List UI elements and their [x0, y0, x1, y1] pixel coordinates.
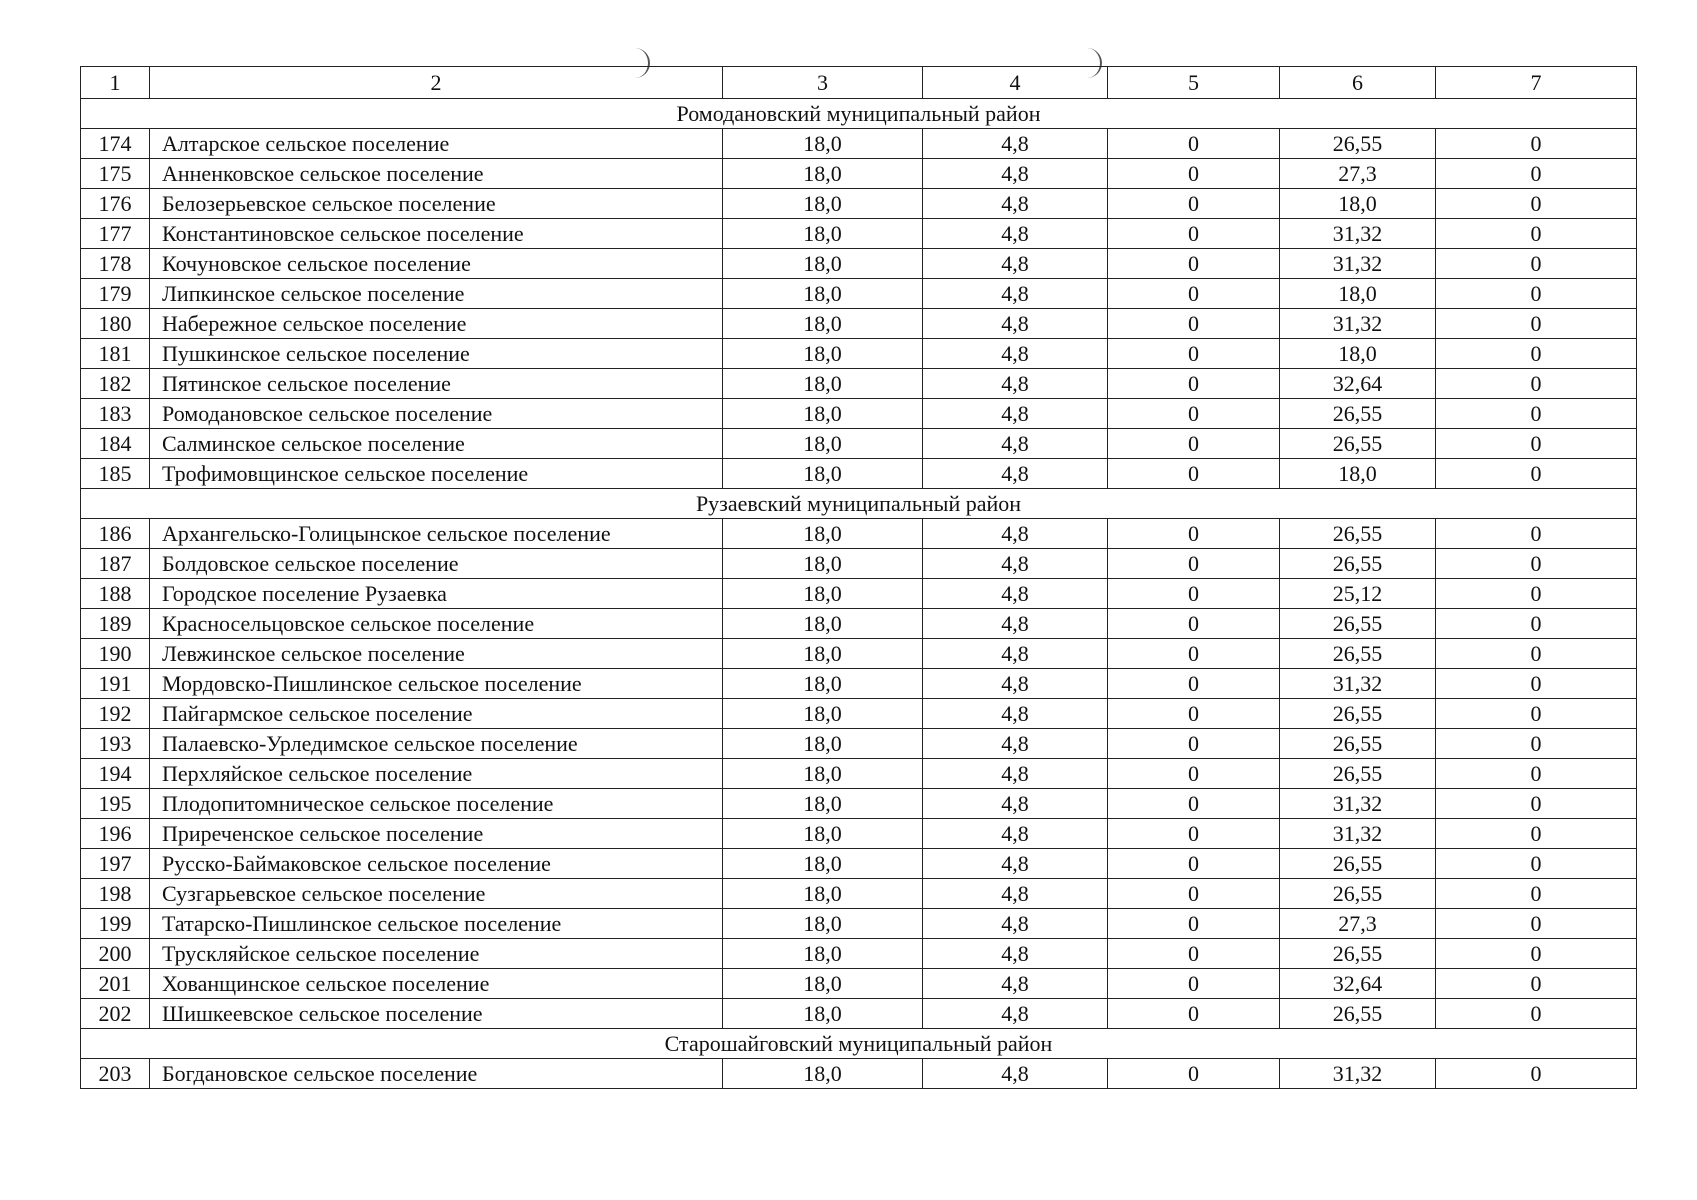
table-row: [81, 249, 1637, 279]
table-row: [81, 879, 1637, 909]
col-7-value: 0: [1436, 579, 1637, 609]
col-6-value: 26,55: [1280, 729, 1436, 759]
row-number: 177: [81, 219, 150, 249]
col-3-value: 18,0: [723, 369, 923, 399]
table-row: [81, 609, 1637, 639]
col-5-value: 0: [1108, 579, 1280, 609]
col-6-value: 26,55: [1280, 129, 1436, 159]
col-4-value: 4,8: [923, 369, 1108, 399]
col-3-value: 18,0: [723, 339, 923, 369]
col-6-value: 27,3: [1280, 159, 1436, 189]
col-6-value: 18,0: [1280, 189, 1436, 219]
col-6-value: 18,0: [1280, 279, 1436, 309]
col-4-value: 4,8: [923, 429, 1108, 459]
col-6-value: 31,32: [1280, 789, 1436, 819]
col-3-value: 18,0: [723, 399, 923, 429]
col-4-value: 4,8: [923, 1059, 1108, 1089]
col-5-value: 0: [1108, 609, 1280, 639]
settlement-name: Кочуновское сельское поселение: [150, 249, 723, 279]
col-7-value: 0: [1436, 159, 1637, 189]
table-row: [81, 939, 1637, 969]
col-6-value: 26,55: [1280, 849, 1436, 879]
settlement-name: Алтарское сельское поселение: [150, 129, 723, 159]
table-row: [81, 399, 1637, 429]
col-7-value: 0: [1436, 219, 1637, 249]
table-body: [81, 67, 1637, 1089]
settlement-name: Мордовско-Пишлинское сельское поселение: [150, 669, 723, 699]
row-number: 192: [81, 699, 150, 729]
settlement-name: Русско-Баймаковское сельское поселение: [150, 849, 723, 879]
col-3-value: 18,0: [723, 819, 923, 849]
col-7-value: 0: [1436, 459, 1637, 489]
col-6-value: 26,55: [1280, 519, 1436, 549]
settlement-name: Пайгармское сельское поселение: [150, 699, 723, 729]
col-7-value: 0: [1436, 789, 1637, 819]
col-5-value: 0: [1108, 819, 1280, 849]
col-3-value: 18,0: [723, 639, 923, 669]
settlement-name: Плодопитомническое сельское поселение: [150, 789, 723, 819]
col-4-value: 4,8: [923, 699, 1108, 729]
row-number: 189: [81, 609, 150, 639]
col-5-value: 0: [1108, 189, 1280, 219]
row-number: 190: [81, 639, 150, 669]
settlement-name: Перхляйское сельское поселение: [150, 759, 723, 789]
table-row: [81, 639, 1637, 669]
col-5-value: 0: [1108, 279, 1280, 309]
col-3-value: 18,0: [723, 549, 923, 579]
col-3-value: 18,0: [723, 579, 923, 609]
col-6-value: 18,0: [1280, 459, 1436, 489]
settlement-name: Салминское сельское поселение: [150, 429, 723, 459]
col-6-value: 26,55: [1280, 759, 1436, 789]
col-6-value: 31,32: [1280, 249, 1436, 279]
settlement-name: Трускляйское сельское поселение: [150, 939, 723, 969]
table-row: [81, 369, 1637, 399]
col-3-value: 18,0: [723, 849, 923, 879]
col-7-value: 0: [1436, 309, 1637, 339]
col-4-value: 4,8: [923, 279, 1108, 309]
col-7-value: 0: [1436, 249, 1637, 279]
table-row: [81, 999, 1637, 1029]
header-cell-7: 7: [1436, 67, 1637, 99]
col-7-value: 0: [1436, 909, 1637, 939]
col-4-value: 4,8: [923, 879, 1108, 909]
col-7-value: 0: [1436, 939, 1637, 969]
settlement-name: Городское поселение Рузаевка: [150, 579, 723, 609]
col-4-value: 4,8: [923, 759, 1108, 789]
col-5-value: 0: [1108, 939, 1280, 969]
col-5-value: 0: [1108, 639, 1280, 669]
col-5-value: 0: [1108, 759, 1280, 789]
col-6-value: 26,55: [1280, 429, 1436, 459]
row-number: 182: [81, 369, 150, 399]
col-7-value: 0: [1436, 819, 1637, 849]
col-7-value: 0: [1436, 969, 1637, 999]
col-4-value: 4,8: [923, 219, 1108, 249]
col-3-value: 18,0: [723, 789, 923, 819]
col-5-value: 0: [1108, 369, 1280, 399]
col-6-value: 32,64: [1280, 969, 1436, 999]
col-6-value: 31,32: [1280, 1059, 1436, 1089]
col-6-value: 31,32: [1280, 309, 1436, 339]
section-row: [81, 1029, 1637, 1059]
col-4-value: 4,8: [923, 129, 1108, 159]
col-7-value: 0: [1436, 519, 1637, 549]
col-4-value: 4,8: [923, 309, 1108, 339]
table-row: [81, 129, 1637, 159]
row-number: 181: [81, 339, 150, 369]
col-6-value: 31,32: [1280, 819, 1436, 849]
col-7-value: 0: [1436, 1059, 1637, 1089]
row-number: 200: [81, 939, 150, 969]
col-3-value: 18,0: [723, 219, 923, 249]
col-4-value: 4,8: [923, 579, 1108, 609]
col-5-value: 0: [1108, 669, 1280, 699]
col-4-value: 4,8: [923, 909, 1108, 939]
table-row: [81, 849, 1637, 879]
row-number: 188: [81, 579, 150, 609]
row-number: 198: [81, 879, 150, 909]
col-5-value: 0: [1108, 879, 1280, 909]
settlement-name: Архангельско-Голицынское сельское поселение: [150, 519, 723, 549]
table-row: [81, 549, 1637, 579]
header-cell-1: 1: [81, 67, 150, 99]
settlement-name: Шишкеевское сельское поселение: [150, 999, 723, 1029]
table-row: [81, 189, 1637, 219]
col-4-value: 4,8: [923, 999, 1108, 1029]
row-number: 191: [81, 669, 150, 699]
table-row: [81, 1059, 1637, 1089]
col-7-value: 0: [1436, 699, 1637, 729]
row-number: 197: [81, 849, 150, 879]
col-7-value: 0: [1436, 549, 1637, 579]
col-4-value: 4,8: [923, 849, 1108, 879]
row-number: 195: [81, 789, 150, 819]
col-7-value: 0: [1436, 669, 1637, 699]
col-5-value: 0: [1108, 789, 1280, 819]
col-4-value: 4,8: [923, 819, 1108, 849]
col-3-value: 18,0: [723, 459, 923, 489]
district-title: Старошайговский муниципальный район: [81, 1029, 1637, 1059]
col-4-value: 4,8: [923, 639, 1108, 669]
table-row: [81, 699, 1637, 729]
table-row: [81, 459, 1637, 489]
col-3-value: 18,0: [723, 729, 923, 759]
col-7-value: 0: [1436, 129, 1637, 159]
col-5-value: 0: [1108, 729, 1280, 759]
table-row: [81, 759, 1637, 789]
col-6-value: 26,55: [1280, 609, 1436, 639]
table-row: [81, 579, 1637, 609]
col-5-value: 0: [1108, 1059, 1280, 1089]
district-title: Рузаевский муниципальный район: [81, 489, 1637, 519]
col-7-value: 0: [1436, 729, 1637, 759]
table-row: [81, 339, 1637, 369]
col-3-value: 18,0: [723, 999, 923, 1029]
table-row: [81, 909, 1637, 939]
row-number: 176: [81, 189, 150, 219]
row-number: 178: [81, 249, 150, 279]
col-7-value: 0: [1436, 759, 1637, 789]
row-number: 180: [81, 309, 150, 339]
col-3-value: 18,0: [723, 249, 923, 279]
settlement-name: Левжинское сельское поселение: [150, 639, 723, 669]
table-row: [81, 429, 1637, 459]
col-7-value: 0: [1436, 399, 1637, 429]
col-4-value: 4,8: [923, 249, 1108, 279]
col-6-value: 32,64: [1280, 369, 1436, 399]
row-number: 203: [81, 1059, 150, 1089]
col-5-value: 0: [1108, 549, 1280, 579]
col-5-value: 0: [1108, 969, 1280, 999]
col-4-value: 4,8: [923, 519, 1108, 549]
row-number: 174: [81, 129, 150, 159]
table-row: [81, 789, 1637, 819]
col-6-value: 26,55: [1280, 999, 1436, 1029]
table-row: [81, 309, 1637, 339]
col-6-value: 31,32: [1280, 669, 1436, 699]
col-3-value: 18,0: [723, 609, 923, 639]
row-number: 185: [81, 459, 150, 489]
col-6-value: 18,0: [1280, 339, 1436, 369]
row-number: 199: [81, 909, 150, 939]
col-5-value: 0: [1108, 849, 1280, 879]
header-cell-3: 3: [723, 67, 923, 99]
table-row: [81, 219, 1637, 249]
col-3-value: 18,0: [723, 309, 923, 339]
col-7-value: 0: [1436, 849, 1637, 879]
row-number: 179: [81, 279, 150, 309]
table-row: [81, 729, 1637, 759]
col-4-value: 4,8: [923, 159, 1108, 189]
col-4-value: 4,8: [923, 339, 1108, 369]
col-5-value: 0: [1108, 909, 1280, 939]
col-3-value: 18,0: [723, 699, 923, 729]
col-3-value: 18,0: [723, 939, 923, 969]
col-4-value: 4,8: [923, 399, 1108, 429]
table-row: [81, 279, 1637, 309]
col-3-value: 18,0: [723, 129, 923, 159]
settlement-name: Анненковское сельское поселение: [150, 159, 723, 189]
settlement-name: Хованщинское сельское поселение: [150, 969, 723, 999]
settlement-name: Палаевско-Урледимское сельское поселение: [150, 729, 723, 759]
header-cell-4: 4: [923, 67, 1108, 99]
col-3-value: 18,0: [723, 1059, 923, 1089]
district-title: Ромодановский муниципальный район: [81, 99, 1637, 129]
col-3-value: 18,0: [723, 669, 923, 699]
col-6-value: 26,55: [1280, 699, 1436, 729]
col-4-value: 4,8: [923, 609, 1108, 639]
col-4-value: 4,8: [923, 669, 1108, 699]
table-row: [81, 819, 1637, 849]
col-4-value: 4,8: [923, 459, 1108, 489]
header-cell-2: 2: [150, 67, 723, 99]
col-6-value: 25,12: [1280, 579, 1436, 609]
col-7-value: 0: [1436, 339, 1637, 369]
col-6-value: 27,3: [1280, 909, 1436, 939]
settlement-name: Пушкинское сельское поселение: [150, 339, 723, 369]
col-7-value: 0: [1436, 189, 1637, 219]
col-5-value: 0: [1108, 159, 1280, 189]
col-3-value: 18,0: [723, 969, 923, 999]
col-5-value: 0: [1108, 519, 1280, 549]
col-5-value: 0: [1108, 399, 1280, 429]
col-3-value: 18,0: [723, 189, 923, 219]
col-3-value: 18,0: [723, 909, 923, 939]
col-5-value: 0: [1108, 219, 1280, 249]
table-row: [81, 519, 1637, 549]
col-3-value: 18,0: [723, 879, 923, 909]
table-row: [81, 969, 1637, 999]
col-3-value: 18,0: [723, 759, 923, 789]
header-row: [81, 67, 1637, 99]
col-3-value: 18,0: [723, 429, 923, 459]
row-number: 193: [81, 729, 150, 759]
col-7-value: 0: [1436, 369, 1637, 399]
col-5-value: 0: [1108, 249, 1280, 279]
col-5-value: 0: [1108, 309, 1280, 339]
col-5-value: 0: [1108, 999, 1280, 1029]
col-4-value: 4,8: [923, 969, 1108, 999]
row-number: 183: [81, 399, 150, 429]
settlement-name: Константиновское сельское поселение: [150, 219, 723, 249]
settlement-name: Татарско-Пишлинское сельское поселение: [150, 909, 723, 939]
settlement-name: Богдановское сельское поселение: [150, 1059, 723, 1089]
col-6-value: 26,55: [1280, 639, 1436, 669]
col-3-value: 18,0: [723, 279, 923, 309]
col-4-value: 4,8: [923, 189, 1108, 219]
col-5-value: 0: [1108, 339, 1280, 369]
settlement-name: Липкинское сельское поселение: [150, 279, 723, 309]
col-6-value: 26,55: [1280, 549, 1436, 579]
row-number: 187: [81, 549, 150, 579]
col-4-value: 4,8: [923, 939, 1108, 969]
settlement-name: Приреченское сельское поселение: [150, 819, 723, 849]
section-row: [81, 489, 1637, 519]
col-6-value: 26,55: [1280, 399, 1436, 429]
row-number: 201: [81, 969, 150, 999]
row-number: 196: [81, 819, 150, 849]
col-5-value: 0: [1108, 699, 1280, 729]
settlement-name: Болдовское сельское поселение: [150, 549, 723, 579]
col-4-value: 4,8: [923, 789, 1108, 819]
table-row: [81, 159, 1637, 189]
settlement-name: Пятинское сельское поселение: [150, 369, 723, 399]
col-5-value: 0: [1108, 129, 1280, 159]
table-row: [81, 669, 1637, 699]
col-3-value: 18,0: [723, 159, 923, 189]
col-6-value: 26,55: [1280, 879, 1436, 909]
row-number: 184: [81, 429, 150, 459]
row-number: 175: [81, 159, 150, 189]
row-number: 194: [81, 759, 150, 789]
settlement-name: Ромодановское сельское поселение: [150, 399, 723, 429]
col-7-value: 0: [1436, 609, 1637, 639]
col-5-value: 0: [1108, 459, 1280, 489]
col-6-value: 31,32: [1280, 219, 1436, 249]
settlement-name: Набережное сельское поселение: [150, 309, 723, 339]
data-table: [80, 66, 1637, 1089]
settlement-name: Трофимовщинское сельское поселение: [150, 459, 723, 489]
col-4-value: 4,8: [923, 549, 1108, 579]
header-cell-5: 5: [1108, 67, 1280, 99]
row-number: 186: [81, 519, 150, 549]
row-number: 202: [81, 999, 150, 1029]
settlement-name: Красносельцовское сельское поселение: [150, 609, 723, 639]
col-3-value: 18,0: [723, 519, 923, 549]
col-5-value: 0: [1108, 429, 1280, 459]
settlement-name: Белозерьевское сельское поселение: [150, 189, 723, 219]
col-6-value: 26,55: [1280, 939, 1436, 969]
col-4-value: 4,8: [923, 729, 1108, 759]
header-cell-6: 6: [1280, 67, 1436, 99]
col-7-value: 0: [1436, 639, 1637, 669]
col-7-value: 0: [1436, 999, 1637, 1029]
settlement-name: Сузгарьевское сельское поселение: [150, 879, 723, 909]
col-7-value: 0: [1436, 429, 1637, 459]
section-row: [81, 99, 1637, 129]
col-7-value: 0: [1436, 879, 1637, 909]
col-7-value: 0: [1436, 279, 1637, 309]
